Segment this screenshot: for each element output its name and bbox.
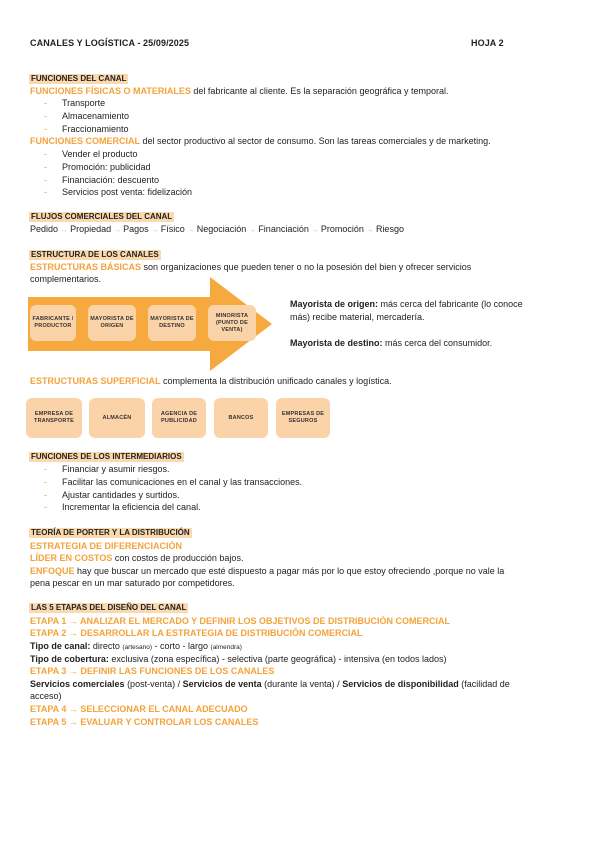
flows-line [30,223,404,237]
list-item: - Incrementar la eficiencia del canal. [44,501,302,514]
destination-wholesaler-line [290,337,492,349]
physical-functions-list [44,97,129,135]
superficial-box-bancos: BANCOS [214,398,268,438]
origin-wholesaler-label: Mayorista de origen: [290,299,379,309]
flow-item: Pedido [30,224,59,234]
channel-type-direct-note: (artesano) [122,644,152,651]
list-item: - Ajustar cantidades y surtidos. [44,489,302,502]
cost-leader-text: con costos de producción bajos. [112,553,244,563]
stage-5: ETAPA 5 → EVALUAR Y CONTROLAR LOS CANALES [30,717,259,727]
channel-type-line [30,640,242,654]
flow-item: Financiación [258,224,309,234]
list-item: - Transporte [44,97,129,110]
section-heading-etapas: LAS 5 ETAPAS DEL DISEÑO DEL CANAL [31,603,187,612]
origin-wholesaler-text: más cerca del fabricante (lo conoce [378,299,523,309]
list-item: - Promoción: publicidad [44,161,192,174]
basic-structures-text: son organizaciones que pueden tener o no la posesión del bien y ofrecer servicios [141,262,472,272]
stage-2: ETAPA 2 → DESARROLLAR LA ESTRATEGIA DE DISTRIBUCIÓN COMERCIAL [30,628,363,638]
flow-item: Promoción [320,224,364,234]
services-line [30,678,510,690]
section-heading-estructura: ESTRUCTURA DE LOS CANALES [31,250,159,259]
chain-box-mayorista-destino: MAYORISTA DE DESTINO [148,305,196,341]
arrow-icon: → [366,227,374,234]
channel-type-direct: directo [90,641,123,651]
physical-functions-title: FUNCIONES FÍSICAS O MATERIALES [30,86,191,96]
chain-box-fabricante: FABRICANTE / PRODUCTOR [30,305,76,341]
section-heading-porter: TEORÍA DE PORTER Y LA DISTRIBUCIÓN [31,528,190,537]
physical-functions-text: del fabricante al cliente. Es la separación geográfica y temporal. [190,86,449,96]
origin-wholesaler-line-2: más) recibe material, mercadería. [290,312,425,322]
flow-item: Riesgo [375,224,404,234]
focus-title: ENFOQUE [30,566,75,576]
differentiation-strategy: ESTRATEGIA DE DIFERENCIACIÓN [30,541,183,551]
page-number: HOJA 2 [471,38,504,48]
stage-3: ETAPA 3 → DEFINIR LAS FUNCIONES DE LOS CANALES [30,666,275,676]
section-heading-intermediarios: FUNCIONES DE LOS INTERMEDIARIOS [31,452,182,461]
superficial-structures-title: ESTRUCTURAS SUPERFICIAL [30,376,161,386]
flow-item: Propiedad [70,224,112,234]
document-title: CANALES Y LOGÍSTICA - 25/09/2025 [30,38,190,48]
commercial-functions-title: FUNCIONES COMERCIAL [30,136,140,146]
physical-functions-line [30,85,449,97]
flow-item: Pagos [123,224,149,234]
chain-box-minorista: MINORISTA (PUNTO DE VENTA) [208,305,256,341]
cost-leader-title: LÍDER EN COSTOS [30,553,113,563]
list-item: - Servicios post venta: fidelización [44,186,192,199]
channel-type-label: Tipo de canal: [30,641,91,651]
commercial-functions-text: del sector productivo al sector de consumo. Son las tareas comerciales y de marketing. [140,136,491,146]
destination-wholesaler-text: más cerca del consumidor. [382,338,493,348]
superficial-box-seguros: EMPRESAS DE SEGUROS [276,398,330,438]
superficial-box-almacen: ALMACÉN [89,398,145,438]
stage-1: ETAPA 1 → ANALIZAR EL MERCADO Y DEFINIR LOS OBJETIVOS DE DISTRIBUCIÓN COMERCIAL [30,616,451,626]
list-item: - Facilitar las comunicaciones en el canal y las transacciones. [44,476,302,489]
commercial-services-label: Servicios comerciales [30,679,125,689]
availability-services-text: (facilidad de [458,679,510,689]
coverage-type-line [30,653,447,665]
list-item: - Almacenamiento [44,110,129,123]
superficial-box-transporte: EMPRESA DE TRANSPORTE [26,398,82,438]
coverage-type-label: Tipo de cobertura: [30,654,109,664]
sales-services-label: Servicios de venta [182,679,262,689]
availability-services-label: Servicios de disponibilidad [342,679,459,689]
stage-4: ETAPA 4 → SELECCIONAR EL CANAL ADECUADO [30,704,248,714]
basic-structures-line [30,261,471,273]
superficial-box-agencia: AGENCIA DE PUBLICIDAD [152,398,206,438]
arrow-icon: → [248,227,256,234]
coverage-type-text: exclusiva (zona específica) - selectiva (parte geográfica) - intensiva (en todos lados) [108,654,447,664]
arrow-icon: → [151,227,159,234]
focus-text: hay que buscar un mercado que esté dispuesto a pagar más por lo que estoy ofreciendo ,porque no vale la [74,566,505,576]
focus-line-2: pena pescar en un mar saturado por competidores. [30,578,235,588]
section-heading-flujos: FLUJOS COMERCIALES DEL CANAL [31,212,173,221]
list-item: - Vender el producto [44,148,192,161]
list-item: - Financiación: descuento [44,174,192,187]
list-item: - Fraccionamiento [44,123,129,136]
cost-leader-line [30,552,243,564]
sales-services-text: (durante la venta) / [261,679,343,689]
arrow-icon: → [113,227,121,234]
commercial-functions-line [30,135,491,147]
superficial-structures-line [30,375,392,387]
destination-wholesaler-label: Mayorista de destino: [290,338,383,348]
commercial-services-text: (post-venta) / [124,679,183,689]
commercial-functions-list [44,148,192,199]
superficial-structures-text: complementa la distribución unificado canales y logística. [160,376,392,386]
arrow-icon: → [187,227,195,234]
arrow-icon: → [311,227,319,234]
services-line-2: acceso) [30,691,62,701]
basic-structures-title: ESTRUCTURAS BÁSICAS [30,262,142,272]
flow-item: Físico [160,224,185,234]
intermediaries-list [44,463,302,514]
channel-type-short-long: - corto - largo [152,641,211,651]
list-item: - Financiar y asumir riesgos. [44,463,302,476]
chain-box-mayorista-origen: MAYORISTA DE ORIGEN [88,305,136,341]
arrow-icon: → [60,227,68,234]
channel-type-long-note: (almendra) [210,644,242,651]
section-heading-funciones: FUNCIONES DEL CANAL [31,74,127,83]
origin-wholesaler-line [290,298,523,310]
focus-line [30,565,504,577]
flow-item: Negociación [196,224,247,234]
basic-structures-line-2: complementarios. [30,274,102,284]
